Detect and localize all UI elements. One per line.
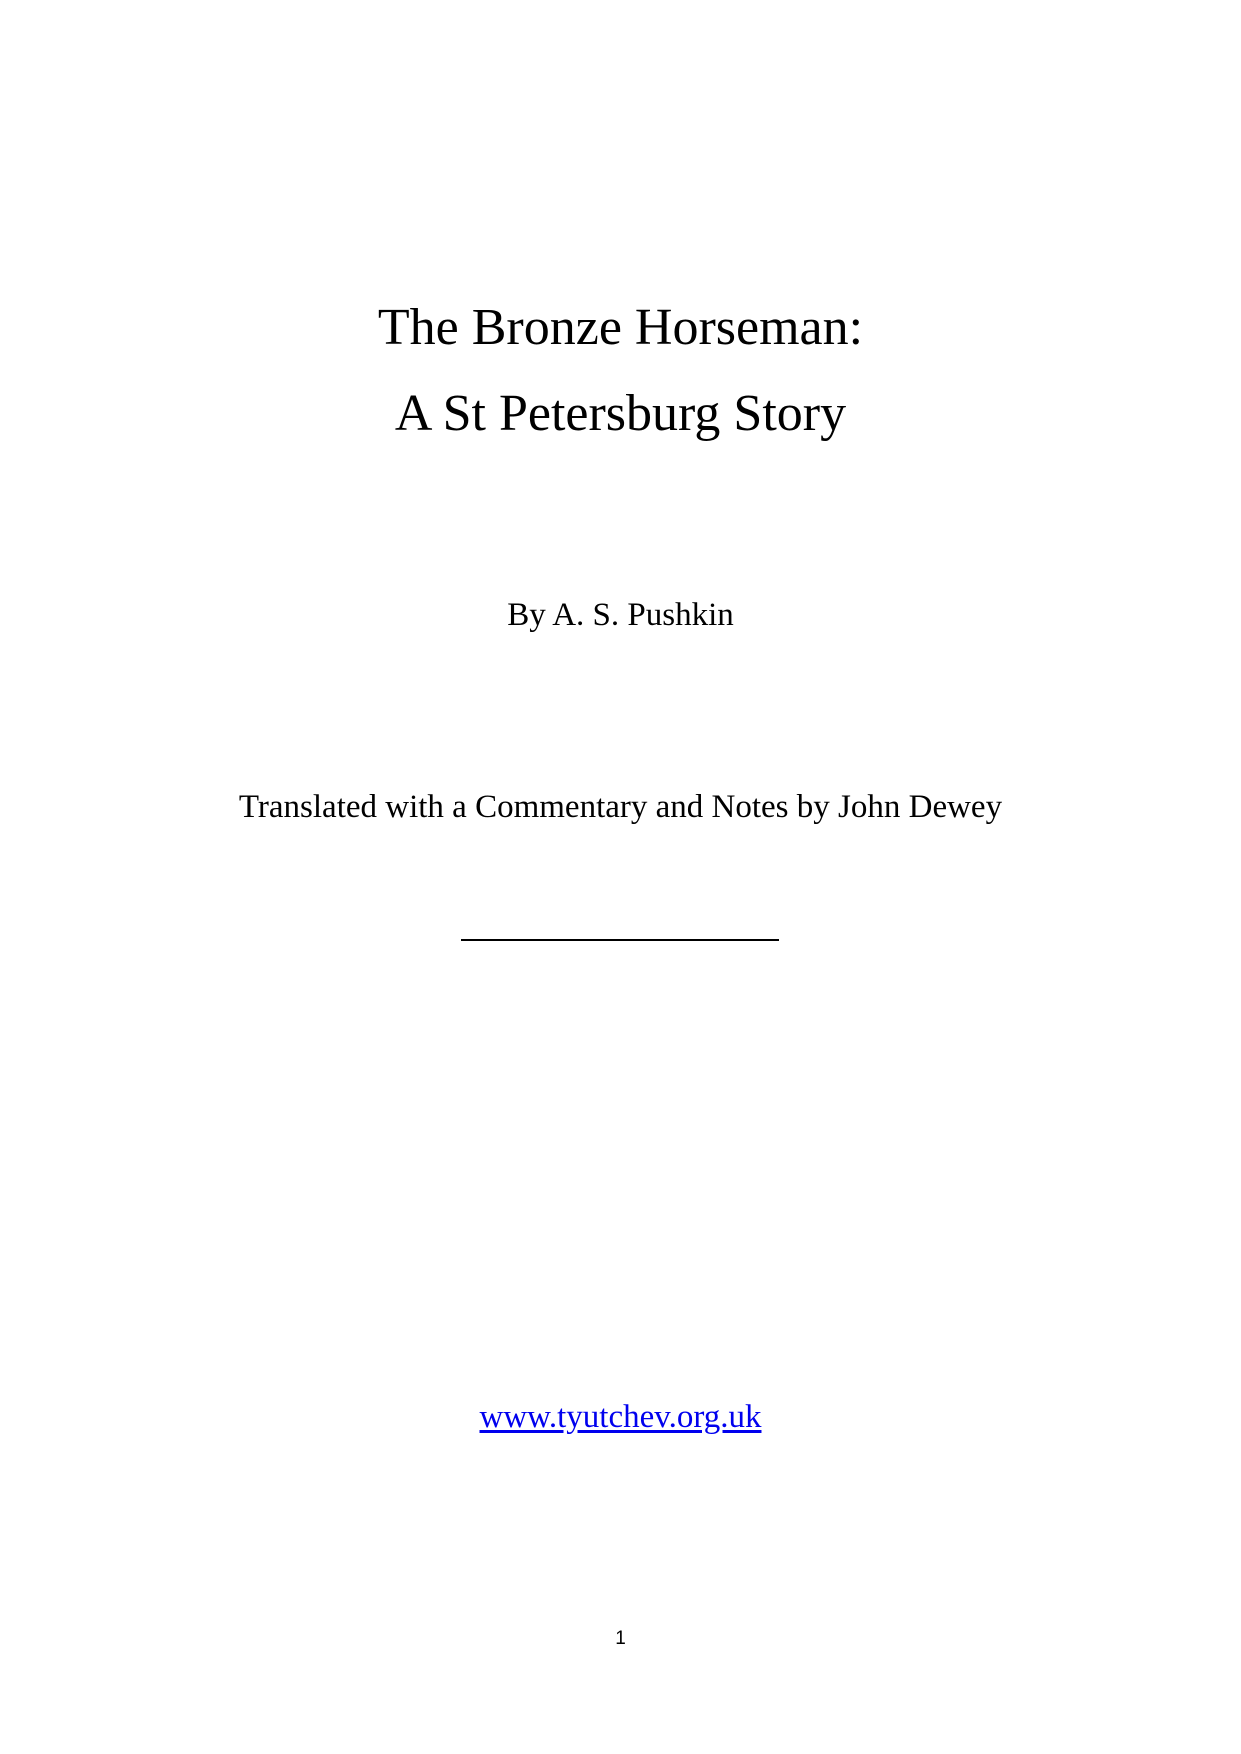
title-line-2: A St Petersburg Story: [394, 385, 847, 442]
website-container: [0, 1397, 1241, 1437]
page-number: 1: [615, 1628, 626, 1649]
author-line: By A. S. Pushkin: [507, 597, 734, 633]
website-link[interactable]: www.tyutchev.org.uk: [479, 1399, 762, 1435]
divider-rule: [461, 939, 779, 941]
title-line-1: The Bronze Horseman:: [377, 299, 864, 356]
translator-line: Translated with a Commentary and Notes by John Dewey: [238, 789, 1003, 825]
